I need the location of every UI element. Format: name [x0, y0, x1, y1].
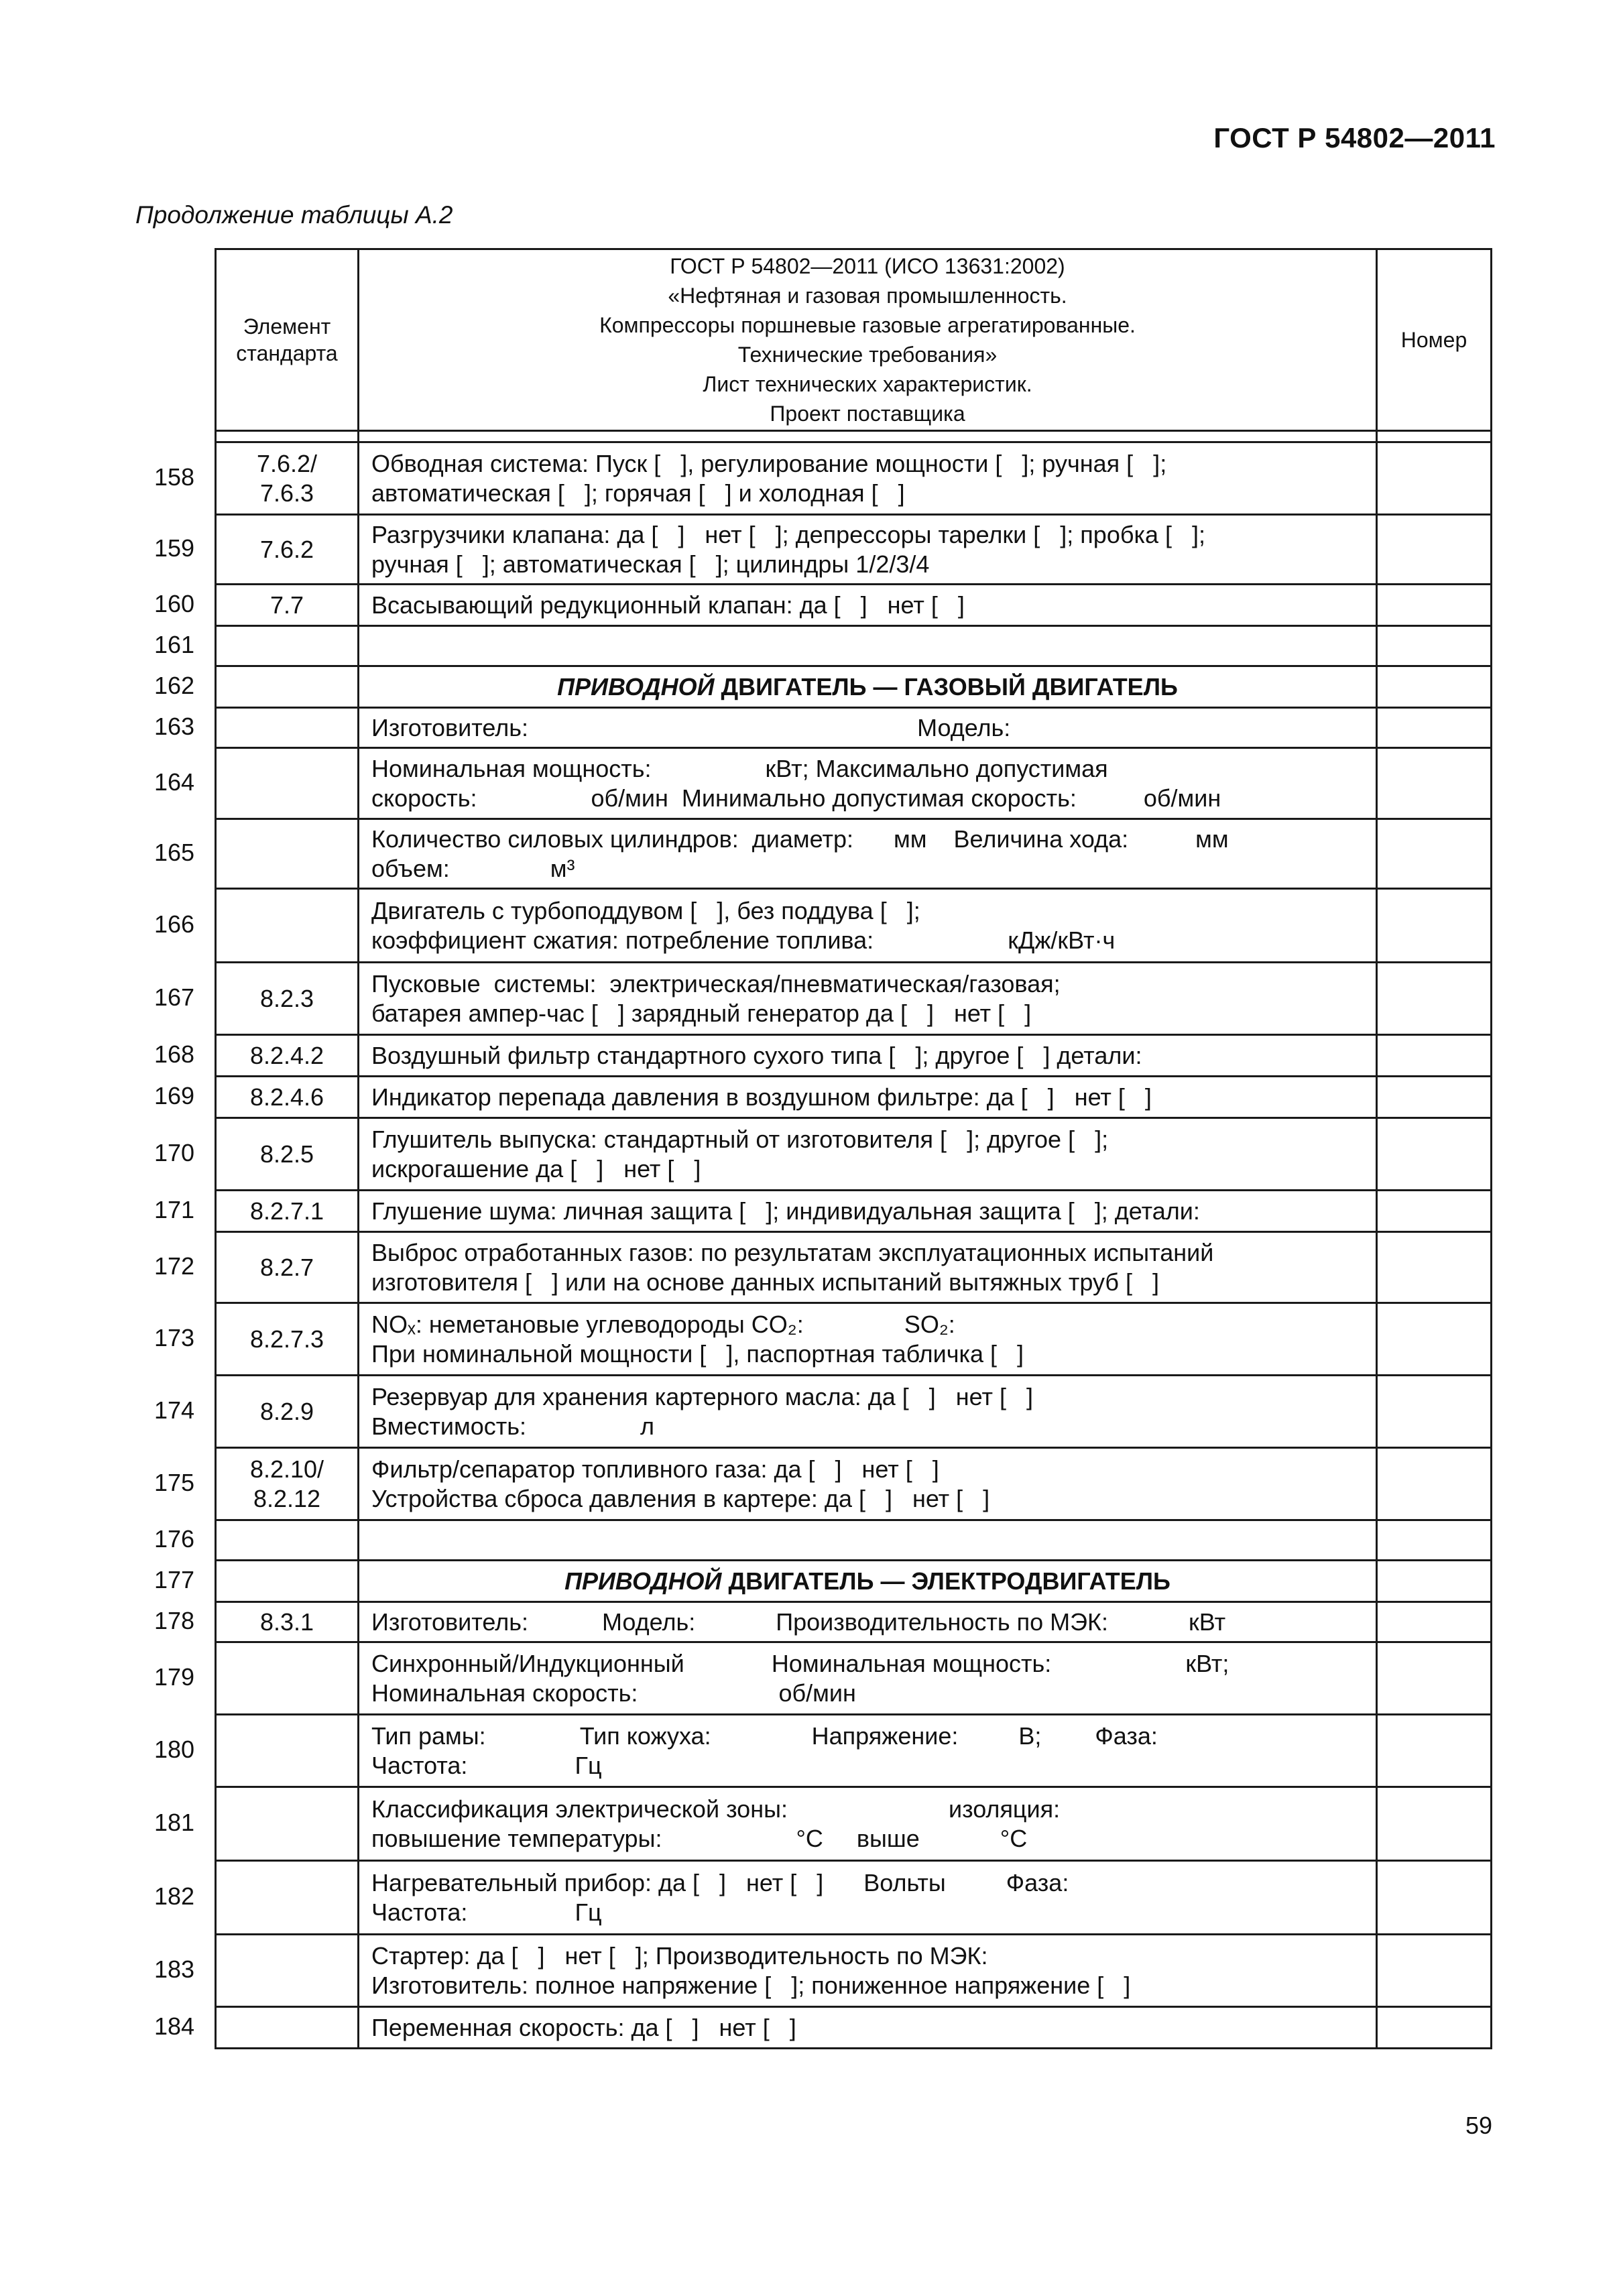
- number-column-header: Номер: [1377, 249, 1492, 431]
- description-line: Индикатор перепада давления в воздушном фильтре: да [ ] нет [ ]: [371, 1083, 1152, 1111]
- row-number: 179: [154, 1663, 195, 1691]
- element-cell: 8.2.7.1: [216, 1191, 359, 1232]
- table-row: [216, 1561, 1492, 1602]
- description-cell: [359, 748, 1377, 819]
- number-cell: [1377, 585, 1492, 626]
- element-cell: [216, 708, 359, 748]
- description-cell: [359, 1191, 1377, 1232]
- description-line: коэффициент сжатия: потребление топлива: кДж/кВт·ч: [371, 926, 1116, 954]
- element-cell: [216, 889, 359, 963]
- element-cell: 8.2.3: [216, 963, 359, 1035]
- table-row: [216, 1642, 1492, 1715]
- description-line: Выброс отработанных газов: по результатам эксплуатационных испытаний: [371, 1238, 1214, 1266]
- number-cell: [1377, 1861, 1492, 1935]
- description-line: Стартер: да [ ] нет [ ]; Производительность по МЭК:: [371, 1941, 988, 1970]
- description-cell: [359, 963, 1377, 1035]
- table-row: [216, 2007, 1492, 2049]
- number-cell: [1377, 1642, 1492, 1715]
- table-row: [216, 1191, 1492, 1232]
- table-row: [216, 963, 1492, 1035]
- table-row: [216, 1787, 1492, 1861]
- element-cell: [216, 748, 359, 819]
- description-line: ручная [ ]; автоматическая [ ]; цилиндры 1/2/3/4: [371, 550, 930, 578]
- row-number: 182: [154, 1882, 195, 1910]
- section-heading-italic: ПРИВОДНОЙ: [557, 672, 715, 701]
- description-line: Резервуар для хранения картерного масла: да [ ] нет [ ]: [371, 1382, 1033, 1410]
- element-cell: 7.6.2: [216, 515, 359, 585]
- section-heading-cell: [359, 666, 1377, 708]
- row-number: 173: [154, 1324, 195, 1351]
- number-cell: [1377, 748, 1492, 819]
- element-cell: 8.3.1: [216, 1602, 359, 1642]
- table-continuation-caption: Продолжение таблицы А.2: [135, 201, 453, 229]
- table-row: [216, 708, 1492, 748]
- table-row: [216, 1861, 1492, 1935]
- number-cell: [1377, 1077, 1492, 1118]
- description-line: При номинальной мощности [ ], паспортная табличка [ ]: [371, 1339, 1024, 1368]
- number-cell: [1377, 515, 1492, 585]
- description-cell: [359, 1232, 1377, 1303]
- description-cell: [359, 1715, 1377, 1787]
- description-cell: [359, 1118, 1377, 1191]
- row-number: 159: [154, 534, 195, 562]
- header-spacer-row: [216, 431, 1492, 442]
- description-line: Частота: Гц: [371, 1751, 602, 1779]
- row-number: 177: [154, 1566, 195, 1593]
- description-cell: [359, 1861, 1377, 1935]
- number-cell: [1377, 1232, 1492, 1303]
- row-number: 174: [154, 1396, 195, 1424]
- row-number: 168: [154, 1040, 195, 1068]
- row-number: 172: [154, 1252, 195, 1280]
- number-cell: [1377, 1935, 1492, 2007]
- element-cell: 8.2.4.2: [216, 1035, 359, 1077]
- description-line: Количество силовых цилиндров: диаметр: мм Величина хода: мм: [371, 825, 1229, 853]
- section-heading-rest: ДВИГАТЕЛЬ — ГАЗОВЫЙ ДВИГАТЕЛЬ: [714, 672, 1178, 701]
- row-number: 158: [154, 463, 195, 491]
- description-line: Изготовитель: полное напряжение [ ]; пониженное напряжение [ ]: [371, 1971, 1131, 1999]
- number-cell: [1377, 1035, 1492, 1077]
- description-cell: [359, 1303, 1377, 1376]
- description-line: Частота: Гц: [371, 1898, 602, 1926]
- number-cell: [1377, 1376, 1492, 1448]
- table-row: [216, 1077, 1492, 1118]
- row-number: 171: [154, 1196, 195, 1223]
- row-number: 181: [154, 1809, 195, 1836]
- table-row: [216, 626, 1492, 666]
- row-number: 178: [154, 1607, 195, 1634]
- element-cell: 8.2.7: [216, 1232, 359, 1303]
- description-line: Изготовитель: Модель: Производительность по МЭК: кВт: [371, 1608, 1226, 1636]
- number-cell: [1377, 2007, 1492, 2049]
- row-number: 165: [154, 839, 195, 866]
- section-heading-rest: ДВИГАТЕЛЬ — ЭЛЕКТРОДВИГАТЕЛЬ: [721, 1567, 1170, 1595]
- description-cell: [359, 2007, 1377, 2049]
- description-line: Вместимость: л: [371, 1412, 655, 1440]
- table-row: [216, 1303, 1492, 1376]
- description-line: объем: м³: [371, 854, 575, 882]
- number-cell: [1377, 1191, 1492, 1232]
- description-cell: [359, 1376, 1377, 1448]
- standard-title-header: ГОСТ Р 54802—2011 (ИСО 13631:2002) «Нефтяная и газовая промышленность. Компрессоры поршневые газовые агрегатированные. Технические требования» Лист технических характеристик. Проект поставщика: [359, 249, 1377, 431]
- element-cell: [216, 1642, 359, 1715]
- table-row: [216, 1118, 1492, 1191]
- description-line: скорость: об/мин Минимально допустимая скорость: об/мин: [371, 784, 1221, 812]
- description-line: Фильтр/сепаратор топливного газа: да [ ] нет [ ]: [371, 1455, 939, 1483]
- description-cell: [359, 889, 1377, 963]
- row-number: 166: [154, 910, 195, 938]
- description-cell: [359, 585, 1377, 626]
- number-cell: [1377, 1520, 1492, 1561]
- table-row: [216, 889, 1492, 963]
- table-row: [216, 819, 1492, 889]
- description-cell: [359, 708, 1377, 748]
- number-cell: [1377, 889, 1492, 963]
- number-cell: [1377, 1602, 1492, 1642]
- description-cell: [359, 1448, 1377, 1520]
- description-cell: [359, 626, 1377, 666]
- element-cell: 8.2.5: [216, 1118, 359, 1191]
- table-row: [216, 1602, 1492, 1642]
- element-cell: [216, 1715, 359, 1787]
- number-cell: [1377, 1118, 1492, 1191]
- element-cell: [216, 626, 359, 666]
- table-row: [216, 1715, 1492, 1787]
- table-row: [216, 585, 1492, 626]
- section-heading-italic: ПРИВОДНОЙ: [564, 1567, 722, 1595]
- description-line: Глушитель выпуска: стандартный от изготовителя [ ]; другое [ ];: [371, 1125, 1109, 1153]
- description-line: Двигатель с турбоподдувом [ ], без поддува [ ];: [371, 896, 920, 924]
- description-cell: [359, 1602, 1377, 1642]
- description-cell: [359, 1035, 1377, 1077]
- description-line: Устройства сброса давления в картере: да [ ] нет [ ]: [371, 1484, 990, 1512]
- element-cell: [216, 819, 359, 889]
- row-number: 163: [154, 713, 195, 740]
- number-cell: [1377, 442, 1492, 515]
- element-cell: 8.2.7.3: [216, 1303, 359, 1376]
- row-number: 161: [154, 631, 195, 658]
- row-number: 162: [154, 672, 195, 699]
- table-row: [216, 1520, 1492, 1561]
- number-cell: [1377, 1561, 1492, 1602]
- description-cell: [359, 515, 1377, 585]
- description-line: Разгрузчики клапана: да [ ] нет [ ]; депрессоры тарелки [ ]; пробка [ ];: [371, 520, 1206, 548]
- description-cell: [359, 819, 1377, 889]
- element-cell: 7.7: [216, 585, 359, 626]
- row-number: 160: [154, 590, 195, 617]
- number-cell: [1377, 708, 1492, 748]
- element-cell: [216, 2007, 359, 2049]
- number-cell: [1377, 666, 1492, 708]
- number-cell: [1377, 1303, 1492, 1376]
- element-cell: [216, 666, 359, 708]
- description-cell: [359, 442, 1377, 515]
- description-line: батарея ампер-час [ ] зарядный генератор да [ ] нет [ ]: [371, 999, 1032, 1027]
- description-line: Нагревательный прибор: да [ ] нет [ ] Вольты Фаза:: [371, 1868, 1069, 1896]
- number-cell: [1377, 626, 1492, 666]
- description-line: автоматическая [ ]; горячая [ ] и холодная [ ]: [371, 479, 905, 507]
- document-standard-header: ГОСТ Р 54802—2011: [1213, 122, 1496, 154]
- row-number: 183: [154, 1955, 195, 1983]
- number-cell: [1377, 1715, 1492, 1787]
- description-line: NOₓ: неметановые углеводороды CO₂: SO₂:: [371, 1310, 955, 1338]
- element-cell: [216, 1861, 359, 1935]
- description-line: Пусковые системы: электрическая/пневматическая/газовая;: [371, 969, 1061, 998]
- row-number: 169: [154, 1082, 195, 1109]
- description-line: Номинальная мощность: кВт; Максимально допустимая: [371, 754, 1108, 782]
- description-line: Обводная система: Пуск [ ], регулирование мощности [ ]; ручная [ ];: [371, 449, 1167, 477]
- row-number: 184: [154, 2012, 195, 2040]
- section-heading-cell: [359, 1561, 1377, 1602]
- number-cell: [1377, 1787, 1492, 1861]
- table-row: [216, 1232, 1492, 1303]
- description-line: Классификация электрической зоны: изоляция:: [371, 1795, 1061, 1823]
- element-cell: 8.2.10/ 8.2.12: [216, 1448, 359, 1520]
- specification-table: [215, 248, 1492, 2049]
- description-line: Тип рамы: Тип кожуха: Напряжение: В; Фаза:: [371, 1721, 1158, 1750]
- description-cell: [359, 1520, 1377, 1561]
- table-row: [216, 442, 1492, 515]
- description-line: Изготовитель: Модель:: [371, 713, 1011, 741]
- element-cell: 7.6.2/ 7.6.3: [216, 442, 359, 515]
- number-cell: [1377, 819, 1492, 889]
- element-cell: [216, 1561, 359, 1602]
- element-cell: 8.2.4.6: [216, 1077, 359, 1118]
- description-cell: [359, 1787, 1377, 1861]
- description-cell: [359, 1077, 1377, 1118]
- row-number: 164: [154, 768, 195, 796]
- description-line: Переменная скорость: да [ ] нет [ ]: [371, 2013, 796, 2041]
- table-row: [216, 666, 1492, 708]
- table-row: [216, 1376, 1492, 1448]
- row-number: 176: [154, 1525, 195, 1553]
- table-row: [216, 1935, 1492, 2007]
- table-header-row: [216, 249, 1492, 431]
- page-number: 59: [1465, 2112, 1492, 2139]
- element-cell: 8.2.9: [216, 1376, 359, 1448]
- table-row: [216, 1035, 1492, 1077]
- description-line: Воздушный фильтр стандартного сухого типа [ ]; другое [ ] детали:: [371, 1041, 1142, 1069]
- table-row: [216, 515, 1492, 585]
- number-cell: [1377, 963, 1492, 1035]
- description-line: изготовителя [ ] или на основе данных испытаний вытяжных труб [ ]: [371, 1268, 1160, 1296]
- description-line: повышение температуры: °С выше °С: [371, 1824, 1028, 1852]
- description-cell: [359, 1642, 1377, 1715]
- table-row: [216, 1448, 1492, 1520]
- row-number: 175: [154, 1469, 195, 1496]
- description-line: искрогашение да [ ] нет [ ]: [371, 1154, 701, 1183]
- description-line: Номинальная скорость: об/мин: [371, 1679, 856, 1707]
- row-number: 180: [154, 1736, 195, 1763]
- description-line: Всасывающий редукционный клапан: да [ ] нет [ ]: [371, 591, 965, 619]
- row-number: 167: [154, 983, 195, 1011]
- element-cell: [216, 1935, 359, 2007]
- description-cell: [359, 1935, 1377, 2007]
- number-cell: [1377, 1448, 1492, 1520]
- element-cell: [216, 1787, 359, 1861]
- table-row: [216, 748, 1492, 819]
- element-column-header: Элемент стандарта: [216, 249, 359, 431]
- description-line: Глушение шума: личная защита [ ]; индивидуальная защита [ ]; детали:: [371, 1197, 1200, 1225]
- description-line: Синхронный/Индукционный Номинальная мощность: кВт;: [371, 1649, 1229, 1677]
- element-cell: [216, 1520, 359, 1561]
- row-number: 170: [154, 1139, 195, 1166]
